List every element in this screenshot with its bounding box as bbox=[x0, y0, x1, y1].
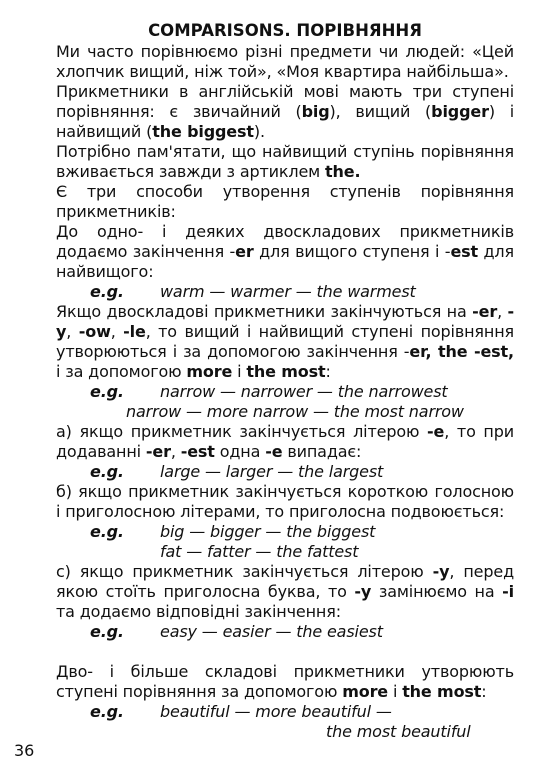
text-run: , bbox=[66, 322, 79, 341]
text-run: с) якщо прикметник закінчується літерою bbox=[56, 562, 433, 581]
text-run: : bbox=[481, 682, 487, 701]
bold-term: bigger bbox=[431, 102, 489, 121]
bold-term: more bbox=[342, 682, 389, 701]
example-row bbox=[56, 722, 514, 742]
rule2-paragraph bbox=[56, 302, 514, 382]
example-text: beautiful — more beautiful — bbox=[160, 702, 392, 721]
example-text: big — bigger — the biggest bbox=[160, 522, 376, 541]
example-text: the most beautiful bbox=[326, 722, 471, 741]
paragraph-gap bbox=[56, 642, 514, 662]
bold-term: -est bbox=[180, 442, 215, 461]
bold-term: est bbox=[450, 242, 479, 261]
page-number: 36 bbox=[14, 741, 35, 760]
eg-label: e.g. bbox=[90, 702, 124, 721]
intro-paragraph-3 bbox=[56, 142, 514, 182]
text-run: Прикметники в англійській мові мають три ступені порівняння: є звичайний ( bbox=[56, 82, 514, 121]
eg-label: e.g. bbox=[90, 522, 124, 541]
text-run: , то вищий і найвищий ступені порівняння утворюються і за допомогою закінчення - bbox=[56, 322, 515, 361]
page-content bbox=[56, 20, 514, 742]
text-run: , то при додаванні bbox=[56, 422, 514, 461]
example-row bbox=[56, 702, 514, 722]
text-run: : bbox=[325, 362, 331, 381]
intro-paragraph-1 bbox=[56, 42, 514, 82]
intro-text: Ми часто порівнюємо різні предмети чи людей: «Цей хлопчик вищий, ніж той», «Моя квартира найбільша». bbox=[56, 42, 514, 81]
bold-term: er bbox=[235, 242, 254, 261]
example-row bbox=[56, 462, 514, 482]
bold-term: -y bbox=[56, 302, 515, 341]
bold-term: the most bbox=[402, 682, 482, 701]
example-text: narrow — more narrow — the most narrow bbox=[126, 402, 464, 421]
text-run: ). bbox=[253, 122, 265, 141]
bold-term: -e bbox=[265, 442, 283, 461]
bold-term: -er bbox=[472, 302, 498, 321]
bold-term: -le bbox=[123, 322, 146, 341]
eg-label: e.g. bbox=[90, 282, 124, 301]
text-run: і bbox=[388, 682, 403, 701]
bold-term: -i bbox=[502, 582, 514, 601]
text-run: замінюємо на bbox=[371, 582, 503, 601]
example-text: easy — easier — the easiest bbox=[160, 622, 383, 641]
bold-term: the biggest bbox=[152, 122, 254, 141]
text-run: і bbox=[232, 362, 247, 381]
text-run: , перед якою стоїть приголосна буква, то bbox=[56, 562, 514, 601]
page-title: COMPARISONS. ПОРІВНЯННЯ bbox=[148, 21, 422, 40]
eg-label: e.g. bbox=[90, 382, 124, 401]
text-run: Є три способи утворення ступенів порівняння прикметників: bbox=[56, 182, 514, 221]
example-row bbox=[56, 542, 514, 562]
text-run: а) якщо прикметник закінчується літерою bbox=[56, 422, 428, 441]
bold-term: -er bbox=[145, 442, 171, 461]
text-run: Дво- і більше складові прикметники утворюють ступені порівняння за допомогою bbox=[56, 662, 514, 701]
intro-paragraph-2 bbox=[56, 82, 514, 142]
eg-label: e.g. bbox=[90, 462, 124, 481]
example-text: warm — warmer — the warmest bbox=[160, 282, 416, 301]
eg-label: e.g. bbox=[90, 622, 124, 641]
rule-c-paragraph bbox=[56, 562, 514, 622]
text-run: б) якщо прикметник закінчується короткою голосною і приголосною літерами, то приголосна подвоюється: bbox=[56, 482, 514, 521]
bold-term: -y bbox=[432, 562, 450, 581]
example-text: fat — fatter — the fattest bbox=[160, 542, 359, 561]
bold-term: more bbox=[186, 362, 233, 381]
bold-term: -y bbox=[354, 582, 372, 601]
text-run: До одно- і деяких двоскладових прикметників додаємо закінчення - bbox=[56, 222, 514, 261]
eg-spacer bbox=[56, 542, 160, 562]
example-row bbox=[56, 522, 514, 542]
text-run: , bbox=[110, 322, 124, 341]
text-run: та додаємо відповідні закінчення: bbox=[56, 602, 341, 621]
text-run: ), вищий ( bbox=[329, 102, 432, 121]
text-run: , bbox=[170, 442, 181, 461]
bold-term: er, the -est, bbox=[409, 342, 514, 361]
text-run: , bbox=[497, 302, 508, 321]
text-run: Якщо двоскладові прикметники закінчуються на bbox=[56, 302, 473, 321]
text-run: одна bbox=[214, 442, 266, 461]
rule-b-paragraph bbox=[56, 482, 514, 522]
bold-term: big bbox=[301, 102, 330, 121]
rule-a-paragraph bbox=[56, 422, 514, 462]
example-row bbox=[56, 382, 514, 402]
intro-paragraph-4 bbox=[56, 182, 514, 222]
rule3-paragraph bbox=[56, 662, 514, 702]
bold-term: -ow bbox=[78, 322, 111, 341]
text-run: Потрібно пам'ятати, що найвищий ступінь порівняння вживається завжди з артиклем bbox=[56, 142, 514, 181]
text-run: для вищого ступеня і - bbox=[253, 242, 451, 261]
example-row bbox=[56, 622, 514, 642]
text-run: для найвищого: bbox=[56, 242, 514, 281]
example-text: large — larger — the largest bbox=[160, 462, 384, 481]
text-run: випадає: bbox=[282, 442, 362, 461]
bold-term: the. bbox=[325, 162, 361, 181]
bold-term: the most bbox=[246, 362, 326, 381]
example-text: narrow — narrower — the narrowest bbox=[160, 382, 448, 401]
text-run: ) і найвищий ( bbox=[56, 102, 514, 141]
example-row bbox=[56, 282, 514, 302]
text-run: і за допомогою bbox=[56, 362, 187, 381]
example-row bbox=[56, 402, 514, 422]
bold-term: -e bbox=[427, 422, 445, 441]
rule1-paragraph bbox=[56, 222, 514, 282]
